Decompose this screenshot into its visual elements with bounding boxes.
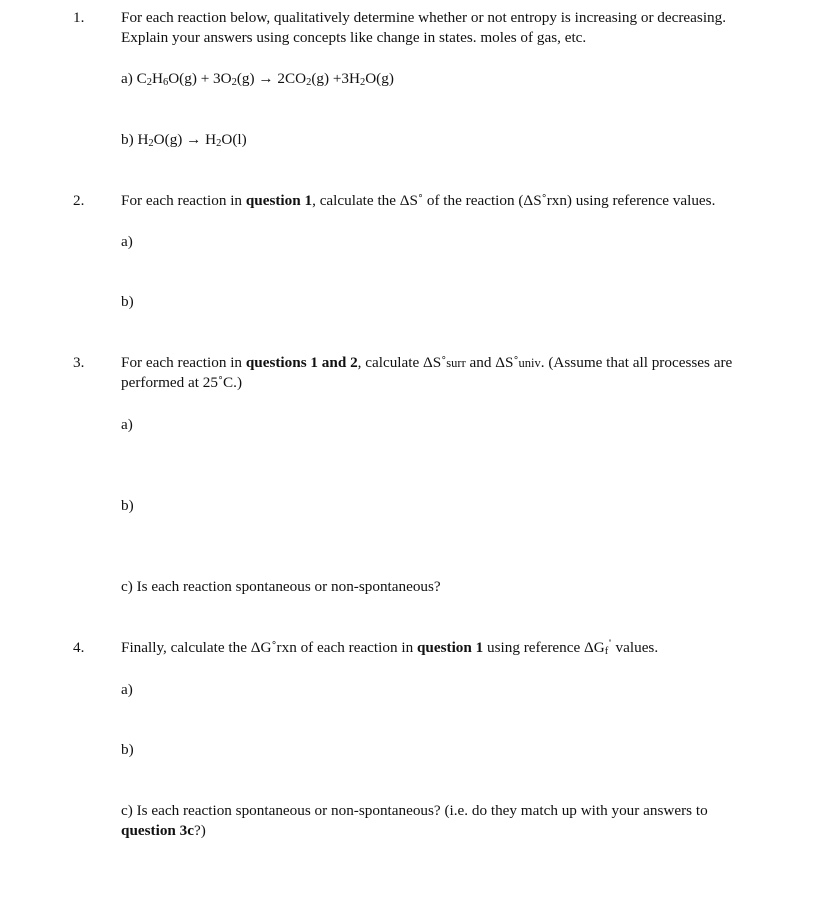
question-number: 4. <box>73 639 85 656</box>
answer-b-label: b) <box>121 293 134 310</box>
item-label: a) <box>121 70 133 87</box>
equation-b: $H_2O(g) \to H_2O(l)$ <box>137 131 247 149</box>
question-number: 1. <box>73 9 85 26</box>
equation-a: $C_2H_6O(g) + 3O_2(g) \to 2CO_2(g) +3H_2O(g)$ <box>136 70 394 88</box>
sub-question-c: c) Is each reaction spontaneous or non-spontaneous? (i.e. do they match up with your answers to question 3c?) <box>121 802 708 839</box>
sub-question-c: c) Is each reaction spontaneous or non-spontaneous? <box>121 578 441 595</box>
question-text: Finally, calculate the ΔG˚rxn of each reaction in question 1 using reference $\Delta G_f^˚$ values. <box>121 639 659 657</box>
answer-a-label: a) <box>121 681 133 698</box>
question-text: For each reaction below, qualitatively determine whether or not entropy is increasing or decreasing. Explain your answers using concepts like change in states. moles of gas, etc. <box>121 9 727 46</box>
answer-b-label: b) <box>121 741 134 758</box>
answer-b-label: b) <box>121 497 134 514</box>
question-text: For each reaction in question 1, calculate the ΔS˚ of the reaction (ΔS˚rxn) using reference values. <box>121 192 716 209</box>
arrow-icon: → <box>258 70 274 87</box>
item-label: b) <box>121 131 134 148</box>
answer-a-label: a) <box>121 416 133 433</box>
answer-a-label: a) <box>121 233 133 250</box>
arrow-icon: → <box>186 131 202 148</box>
question-text: For each reaction in questions 1 and 2, calculate ΔS˚surr and ΔS˚univ. (Assume that all processes are performed at 25˚C.) <box>121 354 733 391</box>
reaction-a <box>121 69 394 89</box>
reaction-b <box>121 130 247 150</box>
question-number: 2. <box>73 192 85 209</box>
question-number: 3. <box>73 354 85 371</box>
